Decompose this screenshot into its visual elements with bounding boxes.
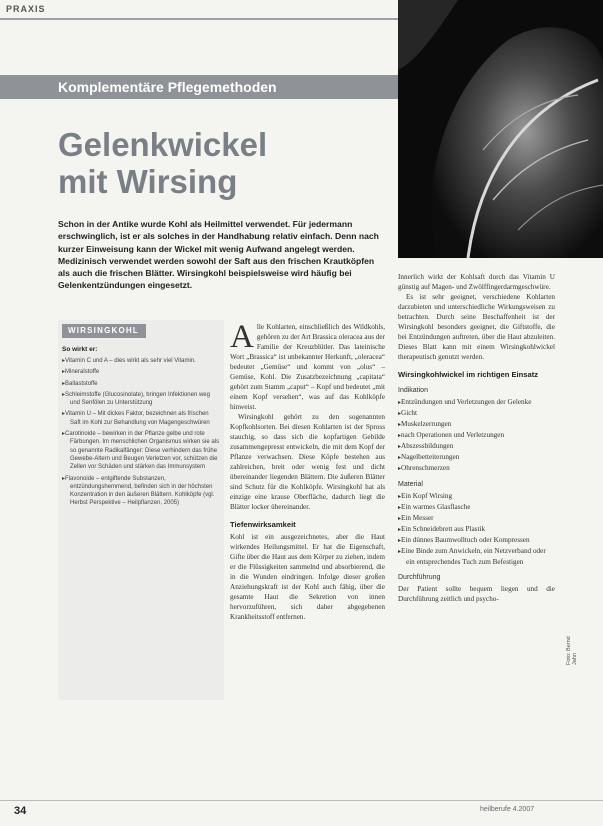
photo-credit: Foto: Bernd Jahn [566, 636, 578, 665]
sidebar-item: ▸ Mineralstoffe [62, 368, 220, 376]
section-label: PRAXIS [6, 4, 46, 14]
body-paragraph: Es ist sehr geeignet, verschiedene Kohlarten darzubieten und unterschiedliche Wirkungsweisen zu betrachten. Durch seine Beschaffenheit ist der Wirsingkohl besonders geeignet, die Giftstoffe, die bei Entzündungen auftreten, über die Haut abzuleiten. Dieses Blatt kann mit einem Wirsingkohlwickel therapeutisch genutzt werden. [398, 293, 555, 361]
sidebar-subheading: So wirkt er: [62, 346, 98, 353]
sidebar-item: ▸ Vitamin C und A – dies wirkt als sehr viel Vitamin. [62, 357, 220, 365]
section-heading: Tiefenwirksamkeit [230, 520, 296, 529]
article-title [58, 126, 267, 200]
list-item: ▸ Ohrenschmerzen [398, 463, 555, 474]
list-item: ▸ Ein warmes Glasflasche [398, 502, 555, 513]
lead-paragraph: Schon in der Antike wurde Kohl als Heilmittel verwendet. Für jedermann erschwinglich, ist er als solches in der Handhabung relativ einfach. Denn nach kurzer Einweisung kann der Wickel mit wenig Aufwand angelegt werden. Medizinisch verwendet werden sowohl der Saft aus den frischen Krautköpfen als auch die frischen Blätter. Wirsingkohl beispielsweise wird häufig bei Gelenkentzündungen eingesetzt. [58, 219, 379, 291]
material-list [398, 491, 555, 567]
paragraph-text: lle Kohlarten, einschließlich des Wildkohls, gehören zu der Art Brassica oleracea aus der Familie der Kreuzblütler. Das lateinische Wort „Brassica“ ist unbekannter Herkunft, „oleracea“ bedeutet „Gemüse“ und kommt von „olus“ – Gemüse, Kohl. Die Zusatzbezeichnung „capitata“ gehört zum Stamm „caput“ – Kopf und bedeutet „mit einem Kopf versehen“, was auf das Kohlköpfe hinweist. [230, 323, 385, 411]
body-paragraph: Kohl ist ein ausgezeichnetes, aber die Haut wirkendes Heilungsmittel. Er hat die Eigenschaft, Gifte über die Haut aus dem Körper zu ziehen, indem er die Flüssigkeiten sammelnd und absorbierend, die in die Wunden eindringen. Infolge dieser großen Anziehungskraft ist der Kohl auch fähig, über die gesamte Haut die Sekretion von innen hervorzuführen, sich daher abgegebenen Krankheitsstoff entfernen. [230, 533, 385, 621]
sidebar-heading: WIRSINGKOHL [62, 324, 146, 338]
body-paragraph: Der Patient sollte bequem liegen und die Durchführung zeitlich und psycho- [398, 585, 555, 603]
body-paragraph: Innerlich wirkt der Kohlsaft durch das Vitamin U günstig auf Magen- und Zwölffingerdarmgeschwüre. [398, 273, 555, 291]
list-item: ▸ Ein Kopf Wirsing [398, 491, 555, 502]
body-paragraph: Wirsingkohl gehört zu den sogenannten Kopfkohlsorten. Bei diesen Kohlarten ist der Spross stauchig, so dass sich die kopfartigen Gebilde zusammengepresst entwickeln, die mit dem Kopf der Pflanze verwachsen. Diese Köpfe bestehen aus zahlreichen, breit oder wenig fest und dicht übereinander liegenden Blättern. Die äußeren Blätter sind Schutz für die Kohlköpfe. Wirsingkohl hat als einzige eine krause Oberfläche, dadurch liegt die Blätter locker übereinander. [230, 413, 385, 511]
list-item: ▸ Muskelzerrungen [398, 419, 555, 430]
title-line-1: Gelenkwickel [58, 126, 268, 163]
list-item: ▸ Nagelbetteiterungen [398, 452, 555, 463]
list-item: ▸ Ein Schneidebrett aus Plastik [398, 524, 555, 535]
journal-footer: heilberufe 4.2007 [480, 806, 535, 813]
sidebar-item: ▸ Schleimstoffe (Glucosinolate), bringen Infektionen weg und Senfölen zu Unterstützung [62, 391, 220, 408]
list-item: ▸ Ein Messer [398, 513, 555, 524]
body-column-middle [230, 319, 385, 622]
indication-list [398, 397, 555, 474]
footer-rule [0, 800, 603, 801]
title-line-2: mit Wirsing [58, 163, 238, 200]
cabbage-photo [398, 0, 603, 258]
sidebar-item: ▸ Flavonoide – entgiftende Substanzen, entzündungshemmend, befinden sich in der höchsten Konzentration in den äußeren Blättern. Kohlköpfe (vgl. Herbst Perspektive – Heilpflanzen, 2005) [62, 475, 220, 508]
sidebar-item: ▸ Vitamin U – Mit dickes Faktor, bezeichnen als frischen Saft im Kohl zur Behandlung von Magengeschwüren [62, 410, 220, 427]
sidebar-item: ▸ Carotinoide – bewirken in der Pflanze gelbe und rote Färbungen. Im menschlichen Organismus wirken sie als so genannte Radikalfänger: Diese verhindern das frühe Gewebe-Altern und Beugen Verletzen vor, schützen die Zellen vor Schäden und stärken das Immunsystem [62, 430, 220, 471]
section-heading: Wirsingkohlwickel im richtigen Einsatz [398, 370, 539, 379]
list-item: ▸ nach Operationen und Verletzungen [398, 430, 555, 441]
subheading-material: Material [398, 481, 423, 488]
body-column-right [398, 272, 555, 604]
sidebar-item: ▸ Ballaststoffe [62, 380, 220, 388]
list-item: ▸ Abszessbildungen [398, 441, 555, 452]
list-item: ▸ Eine Binde zum Anwickeln, ein Netzverband oder ein entsprechendes Tuch zum Befestigen [398, 546, 555, 567]
list-item: ▸ Gicht [398, 408, 555, 419]
cabbage-leaf-image [398, 0, 603, 258]
body-paragraph [230, 319, 385, 412]
page-number: 34 [14, 805, 27, 817]
category-label: Komplementäre Pflegemethoden [58, 79, 277, 95]
drop-cap: A [230, 319, 254, 355]
list-item: ▸ Ein dünnes Baumwolltuch oder Kompressen [398, 535, 555, 546]
subheading-procedure: Durchführung [398, 574, 441, 581]
subheading-indication: Indikation [398, 387, 428, 394]
list-item: ▸ Entzündungen und Verletzungen der Gelenke [398, 397, 555, 408]
sidebar-list [62, 357, 220, 511]
